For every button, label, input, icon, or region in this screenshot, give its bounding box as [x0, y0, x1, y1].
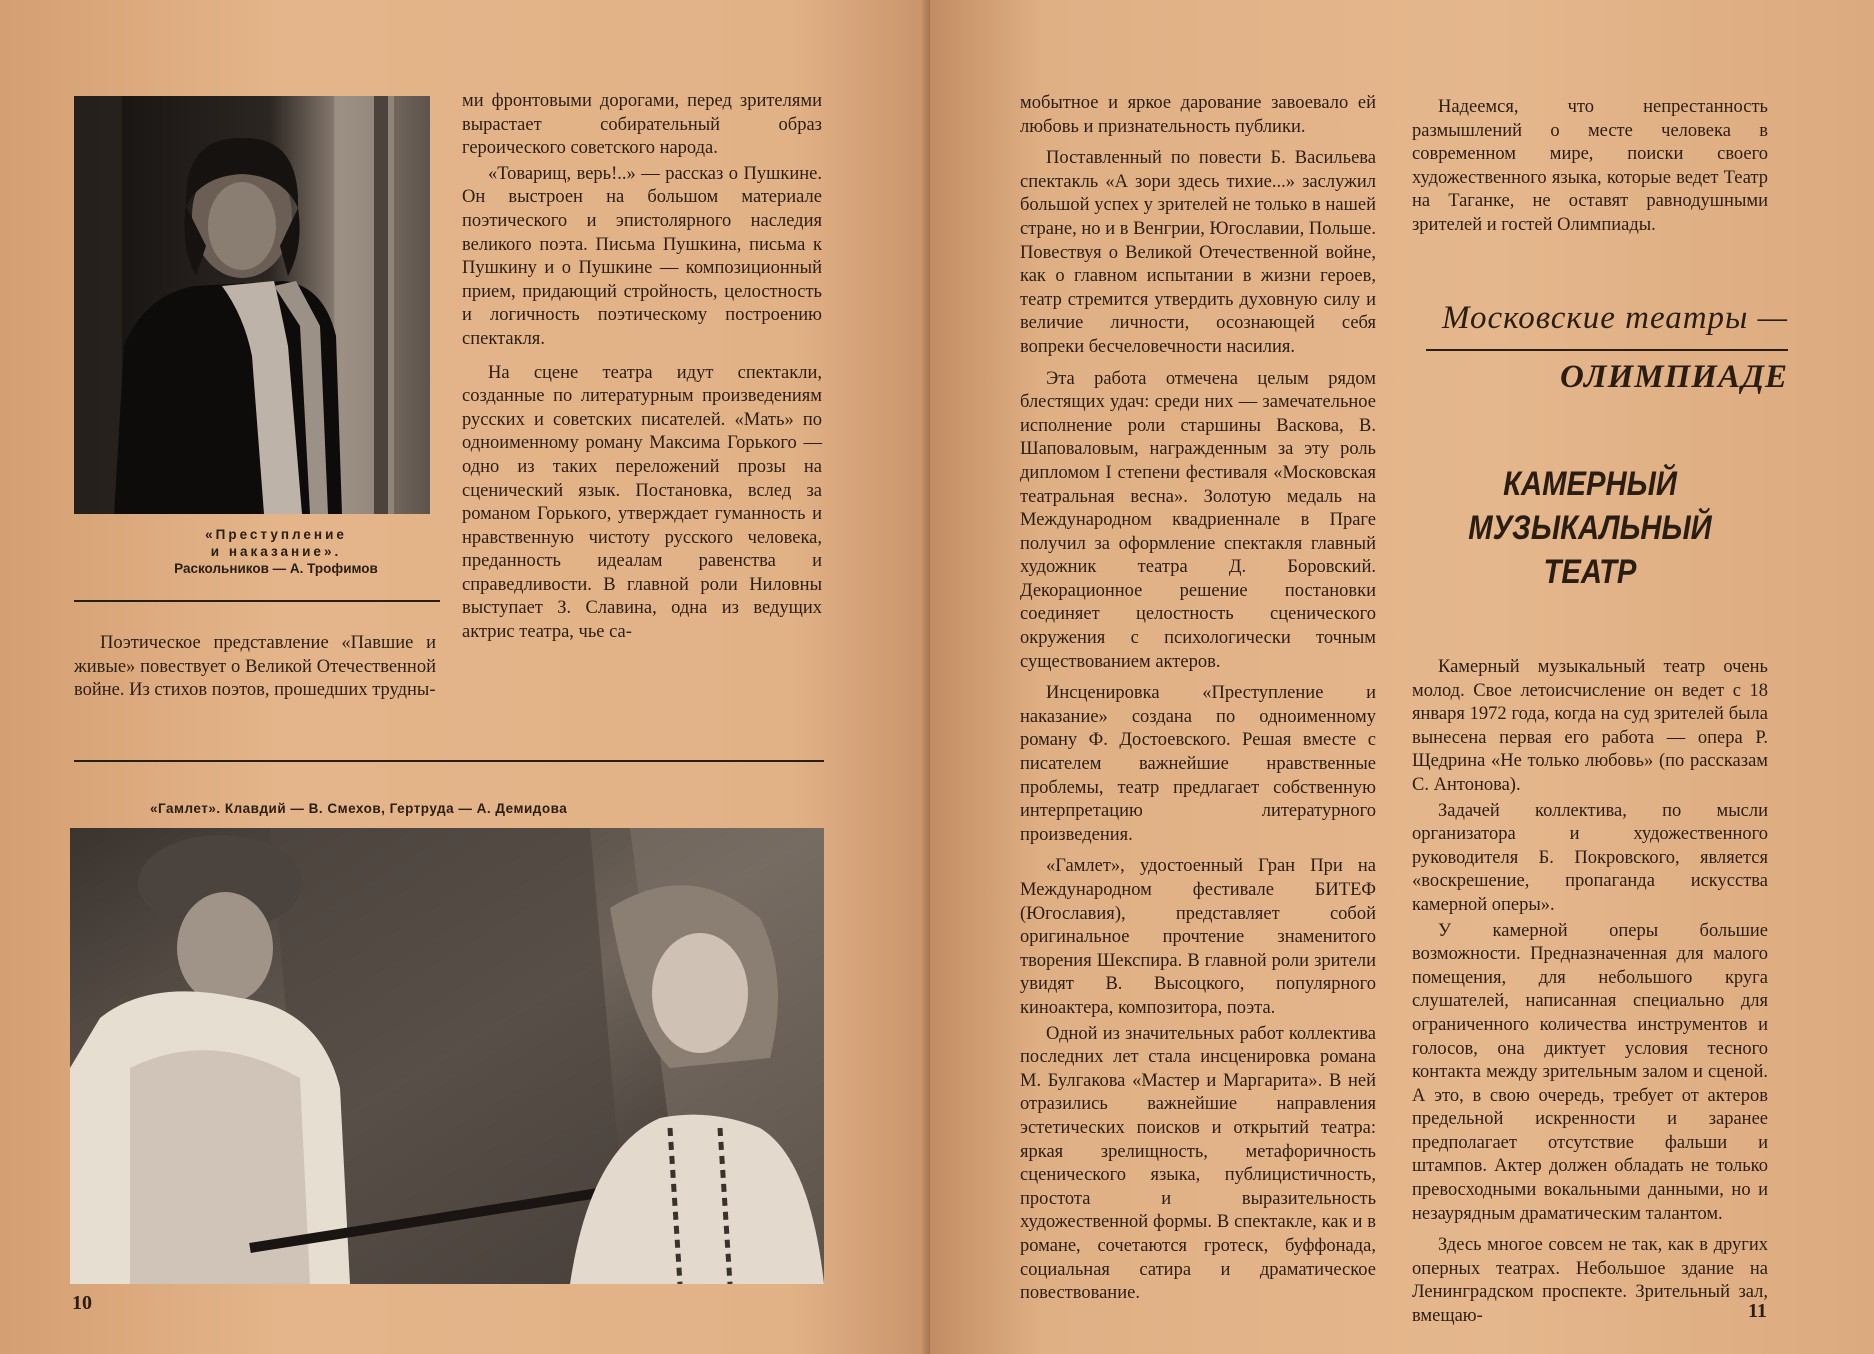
paragraph-zdes: Здесь многое совсем не так, как в других оперных театрах. Небольшое здание на Ленинградском проспекте. Зрительный зал, вмещаю-: [1412, 1235, 1768, 1327]
photo2-caption: «Гамлет». Клавдий — В. Смехов, Гертруда — А. Демидова: [150, 801, 568, 816]
right-page-column-a: [1020, 92, 1376, 1306]
rubric-rule: [1426, 349, 1788, 351]
section-title-line1: КАМЕРНЫЙ: [1503, 465, 1677, 503]
section-title: [1427, 462, 1754, 594]
paragraph-zori: Поставленный по повести Б. Васильева спектакль «А зори здесь тихие...» заслужил большой успех у зрителей не только в нашей стране, но и в Венгрии, Югославии, Польше. Повествуя о Великой Отечественной войне, как о главном испытании в жизни героев, театр стремится утвердить духовную силу и величие личности, осознающей себя вопреки бесчеловечности насилия.: [1020, 148, 1376, 357]
right-page-column-b: [1412, 656, 1768, 1329]
divider-rule-left-bottom: [74, 760, 824, 762]
paragraph-vaskov: Эта работа отмечена целым рядом блестящих удач: среди них — замечательное исполнение роли старшины Васкова, В. Шаповаловым, награжденным за эту роль дипломом I степени фестиваля «Московская театральная весна». Золотую медаль на Международном квадриеннале в Праге получил за оформление спектакля главный художник театра Д. Боровский. Декорационное решение постановки соединяет целостность сценического окружения с психологически точным существованием актеров.: [1020, 368, 1376, 672]
photo1-caption: [146, 526, 406, 577]
rubric-line2: ОЛИМПИАДЕ: [1559, 359, 1788, 395]
paragraph-continuation: ми фронтовыми дорогами, перед зрителями вырастает собирательный образ героического советского народа.: [462, 91, 822, 159]
paragraph-vozmozhnosti: У камерной оперы большие возможности. Предназначенная для малого помещения, для небольшого круга слушателей, написанная специально для ограниченного количества инструментов и голосов, она диктует условия тесного контакта между зрительным залом и сценой. А это, в свою очередь, требует от актеров предельной искренности и заранее предполагает отсутствие фальши и штампов. Актер должен обладать не только превосходными вокальными данными, но и незаурядным драматическим талантом.: [1412, 920, 1768, 1224]
paragraph-pushkin: «Товарищ, верь!..» — рассказ о Пушкине. Он выстроен на большом материале поэтического и эпистолярного наследия великого поэта. Письма Пушкина, письма к Пушкину и о Пушкине — композиционный прием, придающий стройность, целостность и логичность поэтическому построению спектакля.: [462, 163, 822, 349]
paragraph-nadeemsya: Надеемся, что непрестанность размышлений о месте человека в современном мире, поиски своего художественного языка, которые ведет Театр на Таганке, не оставят равнодушными зрителей и гостей Олимпиады.: [1412, 97, 1768, 235]
paragraph-mat: На сцене театра идут спектакли, созданные по литературным произведениям русских и советских писателей. «Мать» по одноименному роману Максима Горького — одно из таких переложений прозы на сценический язык. Постановка, вслед за романом Горького, утверждает гуманность и нравственную чистоту русского человека, преданность идеалам равенства и справедливости. В главной роли Ниловны выступает З. Славина, одна из ведущих актрис театра, чье са-: [462, 362, 822, 643]
paragraph-prestuplenie: Инсценировка «Преступление и наказание» создана по одноименному роману Ф. Достоевского. Решая вместе с писателем важнейшие нравственные проблемы, театр предлагает собственную интерпретацию литературного произведения.: [1020, 683, 1376, 845]
section-title-line3: ТЕАТР: [1543, 553, 1637, 591]
section-title-line2: МУЗЫКАЛЬНЫЙ: [1468, 509, 1712, 547]
page-number-right: 11: [1748, 1300, 1767, 1322]
photo-hamlet: [70, 828, 824, 1284]
photo1-caption-credit: Раскольников — А. Трофимов: [174, 561, 378, 576]
left-page-column-a: [74, 632, 436, 703]
paragraph-pavshie: Поэтическое представление «Павшие и живые» повествует о Великой Отечественной войне. Из стихов поэтов, прошедших трудны-: [74, 633, 436, 701]
left-page-column-b: [462, 90, 822, 645]
paragraph-kamerny: Камерный музыкальный театр очень молод. Свое летоисчисление он ведет с 18 января 1972 года, когда на суд зрителей была вынесена первая его работа — опера Р. Щедрина «Не только любовь» (по рассказам С. Антонова).: [1412, 657, 1768, 795]
rubric-line1: Московские театры —: [1441, 300, 1788, 336]
paragraph-gamlet: «Гамлет», удостоенный Гран При на Международном фестивале БИТЕФ (Югославия), представляет собой оригинальное прочтение знаменитого творения Шекспира. В главной роли зрители увидят В. Высоцкого, популярного киноактера, композитора, поэта.: [1020, 856, 1376, 1018]
paragraph-zadachey: Задачей коллектива, по мысли организатора и художественного руководителя Б. Покровского, является «воскрешение, пропаганда искусства камерной оперы».: [1412, 800, 1768, 915]
photo1-caption-title-line2: и наказание».: [210, 544, 342, 559]
paragraph-master: Одной из значительных работ коллектива последних лет стала инсценировка романа М. Булгакова «Мастер и Маргарита». В ней отразились важнейшие направления эстетических поисков и открытий театра: яркая зрелищность, метафоричность сценического языка, публицистичность, простота и выразительность художественной формы. В спектакле, как и в романе, сочетаются гротеск, буффонада, социальная сатира и драматическое повествование.: [1020, 1023, 1376, 1304]
divider-rule-left-top: [74, 600, 440, 602]
right-page: [930, 0, 1874, 1354]
left-page: [0, 0, 930, 1354]
page-number-left: 10: [72, 1292, 92, 1314]
paragraph-continuation-right: мобытное и яркое дарование завоевало ей любовь и признательность публики.: [1020, 93, 1376, 137]
right-page-column-b-intro: [1412, 96, 1768, 238]
photo-raskolnikov: [74, 96, 430, 514]
rubric: [1398, 300, 1788, 396]
photo1-caption-title-line1: «Преступление: [205, 527, 347, 542]
